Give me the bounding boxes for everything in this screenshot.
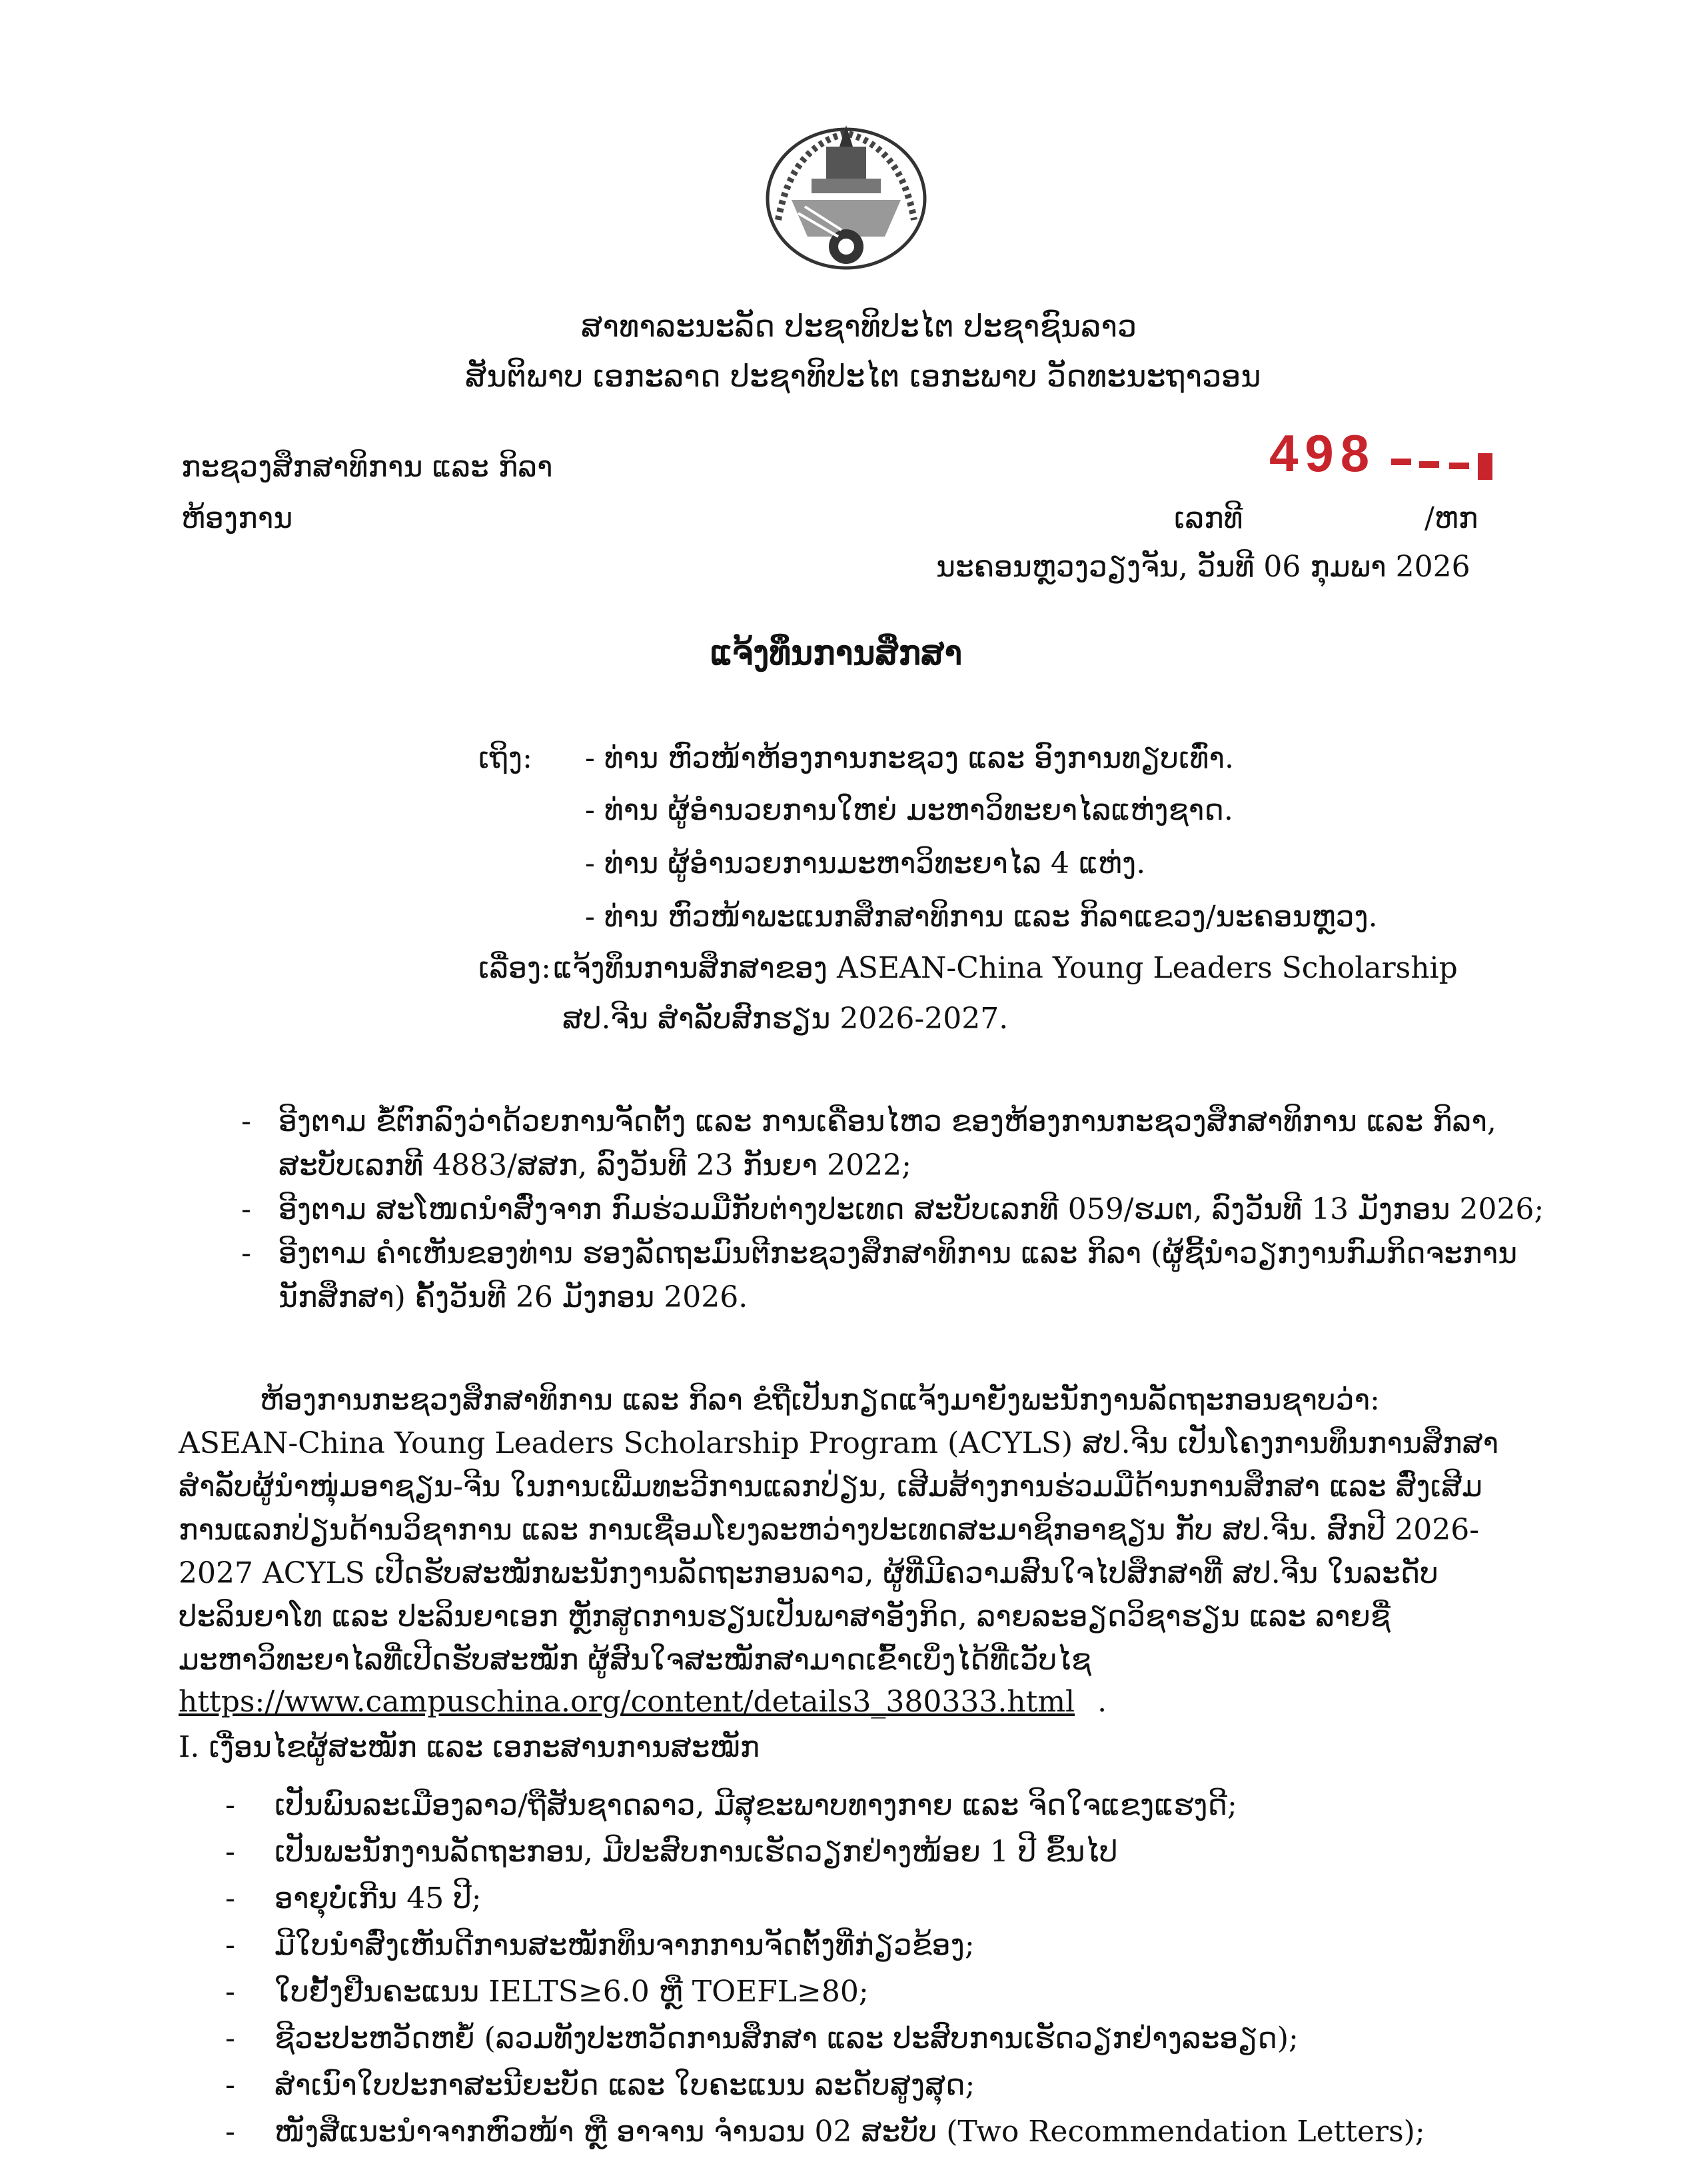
reference-bullet: - (241, 1192, 251, 1226)
addressee-item: - ທ່ານ ຜູ້ອຳນວຍການໃຫຍ່ ມະຫາວິທະຍາໄລແຫ່ງຊາດ. (585, 793, 1233, 827)
body-line: 2027 ACYLS ເປີດຮັບສະໝັກພະນັກງານລັດຖະກອນລາວ, ຜູ້ທີ່ມີຄວາມສົນໃຈໄປສຶກສາທີ່ ສປ.ຈີນ ໃນລະດັບ (179, 1556, 1438, 1590)
item-bullet: - (225, 1788, 235, 1822)
item-bullet: - (225, 2068, 235, 2102)
requirement-item: ສຳເນົາໃບປະກາສະນີຍະບັດ ແລະ ໃບຄະແນນ ລະດັບສູງສຸດ; (275, 2068, 975, 2102)
item-bullet: - (225, 1835, 235, 1869)
subject-label: ເລື່ອງ: (478, 951, 551, 985)
subject-line-1: ແຈ້ງທຶນການສຶກສາຂອງ ASEAN-China Young Leaders Scholarship (553, 951, 1458, 985)
number-suffix: /ຫກ (1424, 501, 1478, 535)
number-label: ເລກທີ (1174, 501, 1243, 535)
body-line: ASEAN-China Young Leaders Scholarship Program (ACYLS) ສປ.ຈີນ ເປັນໂຄງການທຶນການສຶກສາ (179, 1426, 1499, 1460)
document-number-stamp: 498 (1269, 424, 1377, 483)
requirement-item: ໜັງສືແນະນຳຈາກຫົວໜ້າ ຫຼື ອາຈານ ຈຳນວນ 02 ສະບັບ (Two Recommendation Letters); (275, 2115, 1425, 2149)
addressee-item: - ທ່ານ ຫົວໜ້າຫ້ອງການກະຊວງ ແລະ ອົງການທຽບເທົ່າ. (585, 741, 1235, 775)
reference-line: ອີງຕາມ ຄຳເຫັນຂອງທ່ານ ຮອງລັດຖະມົນຕີກະຊວງສຶກສາທິການ ແລະ ກິລາ (ຜູ້ຊີ້ນຳວຽກງານກົມກິດຈະການ (279, 1236, 1518, 1270)
item-bullet: - (225, 1928, 235, 1962)
item-bullet: - (225, 2115, 235, 2149)
stamp-dash (1391, 459, 1411, 465)
requirement-item: ມີໃບນຳສົ່ງເຫັນດີການສະໝັກທຶນຈາກການຈັດຕັ້ງທີ່ກ່ຽວຂ້ອງ; (275, 1928, 975, 1962)
reference-bullet: - (241, 1104, 251, 1138)
campuschina-link[interactable]: https://www.campuschina.org/content/details3_380333.html (179, 1685, 1075, 1719)
link-period: . (1097, 1685, 1107, 1719)
requirement-item: ໃບຢັ້ງຢືນຄະແນນ IELTS≥6.0 ຫຼື TOEFL≥80; (275, 1975, 869, 2009)
stamp-dash (1449, 463, 1469, 469)
reference-line: ອີງຕາມ ຂໍ້ຕົກລົງວ່າດ້ວຍການຈັດຕັ້ງ ແລະ ການເຄື່ອນໄຫວ ຂອງຫ້ອງການກະຊວງສຶກສາທິການ ແລະ ກິລາ, (279, 1104, 1496, 1138)
place-date: ນະຄອນຫຼວງວຽງຈັນ, ວັນທີ 06 ກຸມພາ 2026 (936, 550, 1470, 584)
ministry-name: ກະຊວງສຶກສາທິການ ແລະ ກິລາ (181, 450, 553, 484)
section-heading: I. ເງື່ອນໄຂຜູ້ສະໝັກ ແລະ ເອກະສານການສະໝັກ (179, 1730, 760, 1764)
country-name: ສາທາລະນະລັດ ປະຊາທິປະໄຕ ປະຊາຊົນລາວ (581, 308, 1137, 344)
reference-bullet: - (241, 1236, 251, 1270)
stamp-mark (1478, 453, 1492, 480)
subject-line-2: ສປ.ຈີນ ສຳລັບສົກຮຽນ 2026-2027. (562, 1002, 1009, 1036)
requirement-item: ອາຍຸບໍ່ເກີນ 45 ປີ; (275, 1881, 482, 1915)
requirement-item: ເປັນພົນລະເມືອງລາວ/ຖືສັນຊາດລາວ, ມີສຸຂະພາບທາງກາຍ ແລະ ຈິດໃຈແຂງແຮງດີ; (275, 1788, 1237, 1822)
addressee-item: - ທ່ານ ຫົວໜ້າພະແນກສຶກສາທິການ ແລະ ກິລາແຂວງ/ນະຄອນຫຼວງ. (585, 900, 1378, 934)
body-line: ຫ້ອງການກະຊວງສຶກສາທິການ ແລະ ກິລາ ຂໍຖືເປັນກຽດແຈ້ງມາຍັງພະນັກງານລັດຖະກອນຊາບວ່າ: (260, 1383, 1381, 1417)
requirement-item: ເປັນພະນັກງານລັດຖະກອນ, ມີປະສົບການເຮັດວຽກຢ່າງໜ້ອຍ 1 ປີ ຂຶ້ນໄປ (275, 1835, 1118, 1869)
body-line: ການແລກປ່ຽນດ້ານວິຊາການ ແລະ ການເຊື່ອມໂຍງລະຫວ່າງປະເທດສະມາຊິກອາຊຽນ ກັບ ສປ.ຈີນ. ສົກປີ 2026- (179, 1513, 1480, 1547)
office-name: ຫ້ອງການ (181, 501, 293, 535)
national-emblem (752, 120, 941, 273)
item-bullet: - (225, 1975, 235, 2009)
addressee-label: ເຖິງ: (478, 741, 532, 775)
body-line: ມະຫາວິທະຍາໄລທີ່ເປີດຮັບສະໝັກ ຜູ້ສົນໃຈສະໝັກສາມາດເຂົ້າເບິ່ງໄດ້ທີ່ເວັບໄຊ (179, 1643, 1091, 1677)
body-line: ປະລິນຍາໂທ ແລະ ປະລິນຍາເອກ ຫຼັກສູດການຮຽນເປັນພາສາອັງກິດ, ລາຍລະອຽດວິຊາຮຽນ ແລະ ລາຍຊື່ (179, 1600, 1391, 1634)
addressee-item: - ທ່ານ ຜູ້ອຳນວຍການມະຫາວິທະຍາໄລ 4 ແຫ່ງ. (585, 846, 1146, 880)
national-motto: ສັນຕິພາບ ເອກະລາດ ປະຊາທິປະໄຕ ເອກະພາບ ວັດທະນະຖາວອນ (465, 358, 1261, 394)
document-title: ແຈ້ງທຶນການສຶກສາ (710, 633, 963, 672)
stamp-dash (1419, 461, 1439, 468)
reference-line: ສະບັບເລກທີ 4883/ສສກ, ລົງວັນທີ 23 ກັນຍາ 2022; (279, 1148, 911, 1182)
item-bullet: - (225, 2021, 235, 2055)
body-line: ສຳລັບຜູ້ນຳໜຸ່ມອາຊຽນ-ຈີນ ໃນການເພີ່ມທະວີການແລກປ່ຽນ, ເສີມສ້າງການຮ່ວມມືດ້ານການສຶກສາ ແລະ ສົ່ງເສີມ (179, 1470, 1482, 1504)
reference-line: ອີງຕາມ ສະໂໜດນຳສົ່ງຈາກ ກົມຮ່ວມມືກັບຕ່າງປະເທດ ສະບັບເລກທີ 059/ຮມຕ, ລົງວັນທີ 13 ມັງກອນ 2026; (279, 1192, 1544, 1226)
requirement-item: ຊີວະປະຫວັດຫຍໍ້ (ລວມທັງປະຫວັດການສຶກສາ ແລະ ປະສົບການເຮັດວຽກຢ່າງລະອຽດ); (275, 2021, 1299, 2055)
reference-line: ນັກສຶກສາ) ຄັ້ງວັນທີ 26 ມັງກອນ 2026. (279, 1280, 748, 1314)
item-bullet: - (225, 1881, 235, 1915)
